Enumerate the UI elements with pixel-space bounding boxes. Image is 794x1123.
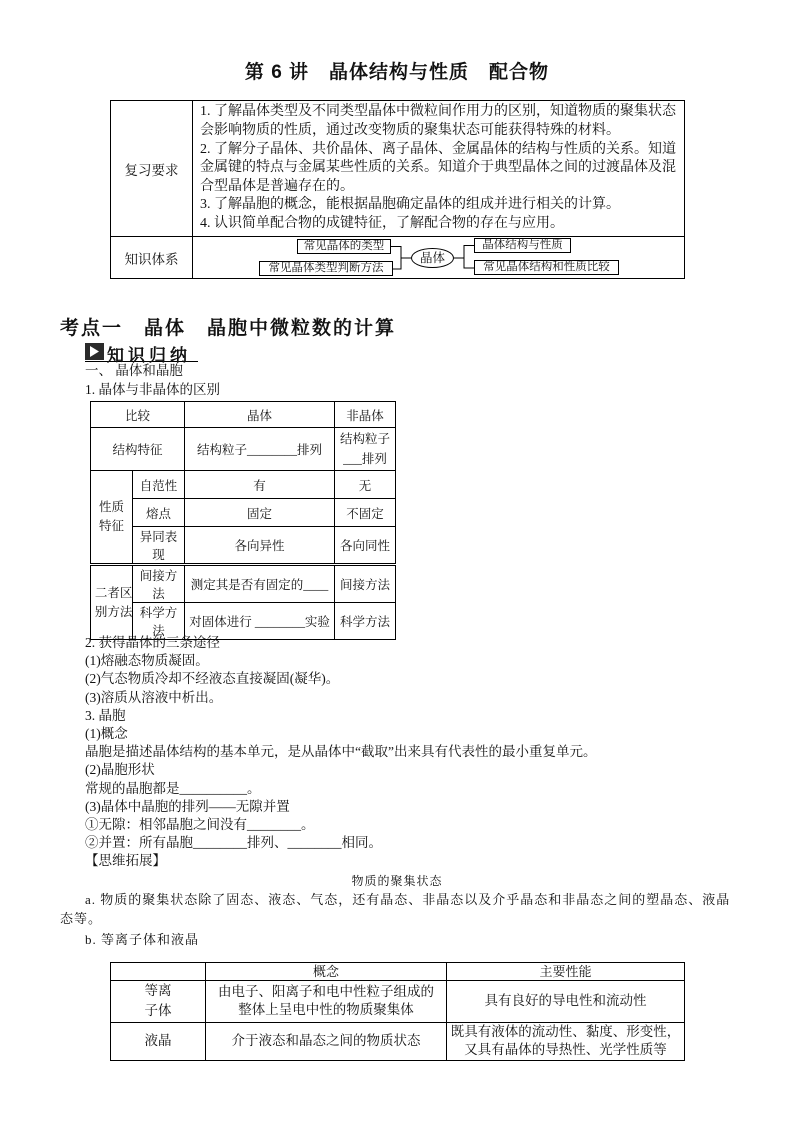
row-label: 科学方法 xyxy=(133,603,185,640)
crystal-cell: 各向异性 xyxy=(185,527,335,565)
amorphous-structure-text: 结构粒子___排列 xyxy=(340,432,391,466)
body-line: (2)晶胞形状 xyxy=(85,762,155,778)
header-empty xyxy=(111,963,206,981)
diagram-box-crystal-types: 常见晶体的类型 xyxy=(297,239,391,254)
body-line: 晶胞是描述晶体结构的基本单元，是从晶体中“截取”出来具有代表性的最小重复单元。 xyxy=(85,744,597,760)
requirement-item: 2. 了解分子晶体、共价晶体、离子晶体、金属晶体的结构与性质的关系。知道金属键的特点与金属某些性质的关系。知道介于典型晶体之间的过渡晶体及混合型晶体是普遍存在的。 xyxy=(200,141,676,194)
body-line: ①无隙：相邻晶胞之间没有________。 xyxy=(85,817,315,833)
knowledge-diagram-cell xyxy=(193,237,685,279)
group-label xyxy=(91,565,133,640)
body-text xyxy=(85,634,596,871)
crystal-cell: 测定其是否有固定的____ xyxy=(185,565,335,603)
arrow-right-icon xyxy=(85,343,104,360)
table-row xyxy=(111,981,685,1023)
diagram-box-comparison: 常见晶体结构和性质比较 xyxy=(474,260,619,275)
amorphous-cell: 不固定 xyxy=(335,499,396,527)
amorphous-cell: 无 xyxy=(335,471,396,499)
requirements-label: 复习要求 xyxy=(111,101,193,237)
crystal-cell: 固定 xyxy=(185,499,335,527)
header-compare: 比较 xyxy=(91,402,185,428)
body-line: (3)晶体中晶胞的排列——无隙并置 xyxy=(85,798,290,814)
row-label: 异同表现 xyxy=(133,527,185,565)
extension-paragraph-b: b. 等离子体和液晶 xyxy=(85,932,200,947)
table-row xyxy=(91,527,396,565)
header-properties: 主要性能 xyxy=(447,963,685,981)
crystal-cell: 对固体进行 ________实验 xyxy=(185,603,335,640)
item-heading: 3. 晶胞 xyxy=(85,707,126,723)
row-label: 结构特征 xyxy=(91,428,185,471)
item-heading: 2. 获得晶体的三条途径 xyxy=(85,635,220,650)
diagram-box-structure-properties: 晶体结构与性质 xyxy=(474,238,571,253)
knowledge-system-label: 知识体系 xyxy=(111,237,193,279)
part-heading: 一、 晶体和晶胞 xyxy=(85,363,183,378)
body-line: (2)气态物质冷却不经液态直接凝固(凝华)。 xyxy=(85,671,340,687)
body-line: 常规的晶胞都是__________。 xyxy=(85,780,261,796)
body-line: (1)概念 xyxy=(85,726,128,742)
tag-label: 知识归纳 xyxy=(107,346,191,365)
page-title: 第 6 讲 晶体结构与性质 配合物 xyxy=(244,62,550,83)
requirement-item: 4. 认识简单配合物的成键特征，了解配合物的存在与应用。 xyxy=(200,215,564,231)
subsection-intro xyxy=(85,361,220,399)
properties-cell: 具有良好的导电性和流动性 xyxy=(447,981,685,1023)
diagram-box-judgement-methods: 常见晶体类型判断方法 xyxy=(259,261,393,276)
header-crystal: 晶体 xyxy=(185,402,335,428)
crystal-comparison-table xyxy=(90,401,396,640)
body-line: (3)溶质从溶液中析出。 xyxy=(85,689,223,705)
body-line: ②并置：所有晶胞________排列、________相同。 xyxy=(85,835,382,851)
knowledge-diagram xyxy=(193,237,684,278)
extension-title: 物质的聚集状态 xyxy=(351,874,443,888)
properties-cell: 既具有液体的流动性、黏度、形变性，又具有晶体的导热性、光学性质等 xyxy=(447,1022,685,1060)
row-name-text: 等离子体 xyxy=(144,983,172,1019)
table-row xyxy=(91,499,396,527)
knowledge-system-row xyxy=(111,237,685,279)
diagram-center-ellipse: 晶体 xyxy=(411,248,454,268)
concept-cell: 介于液态和晶态之间的物质状态 xyxy=(206,1022,447,1060)
item-heading: 1. 晶体与非晶体的区别 xyxy=(85,382,220,397)
extension-label: 【思维拓展】 xyxy=(85,853,166,869)
plasma-liquid-crystal-table xyxy=(110,962,685,1061)
requirement-item: 3. 了解晶胞的概念，能根据晶胞确定晶体的组成并进行相关的计算。 xyxy=(200,197,620,213)
row-label: 自范性 xyxy=(133,471,185,499)
row-name: 液晶 xyxy=(111,1022,206,1060)
table-row xyxy=(91,471,396,499)
table-header-row xyxy=(91,402,396,428)
requirement-item: 1. 了解晶体类型及不同类型晶体中微粒间作用力的区别，知道物质的聚集状态会影响物质的性质，通过改变物质的聚集状态可能获得特殊的材料。 xyxy=(200,104,676,139)
method-group-label: 二者区别方法 xyxy=(94,585,133,619)
amorphous-cell: 科学方法 xyxy=(335,603,396,640)
table-row xyxy=(111,1022,685,1060)
row-label: 间接方法 xyxy=(133,565,185,603)
property-group-label: 性质特征 xyxy=(98,500,124,533)
amorphous-cell: 间接方法 xyxy=(335,565,396,603)
crystal-cell: 有 xyxy=(185,471,335,499)
extension-paragraph-a: a. 物质的聚集状态除了固态、液态、气态，还有晶态、非晶态以及介乎晶态和非晶态之间的塑晶态、液晶态等。 xyxy=(60,892,731,926)
crystal-cell: 结构粒子________排列 xyxy=(185,428,335,471)
group-label xyxy=(91,471,133,565)
table-row xyxy=(91,565,396,603)
requirements-row xyxy=(111,101,685,237)
table-header-row xyxy=(111,963,685,981)
overview-table xyxy=(110,100,685,279)
section-heading: 考点一 晶体 晶胞中微粒数的计算 xyxy=(60,318,397,339)
concept-cell: 由电子、阳离子和电中性粒子组成的整体上呈电中性的物质聚集体 xyxy=(206,981,447,1023)
row-name xyxy=(111,981,206,1023)
amorphous-cell xyxy=(335,428,396,471)
header-amorphous: 非晶体 xyxy=(335,402,396,428)
table-row xyxy=(91,428,396,471)
requirements-cell xyxy=(193,101,685,237)
knowledge-summary-tag xyxy=(85,342,198,365)
body-line: (1)熔融态物质凝固。 xyxy=(85,653,209,669)
header-concept: 概念 xyxy=(206,963,447,981)
row-label: 熔点 xyxy=(133,499,185,527)
amorphous-cell: 各向同性 xyxy=(335,527,396,565)
